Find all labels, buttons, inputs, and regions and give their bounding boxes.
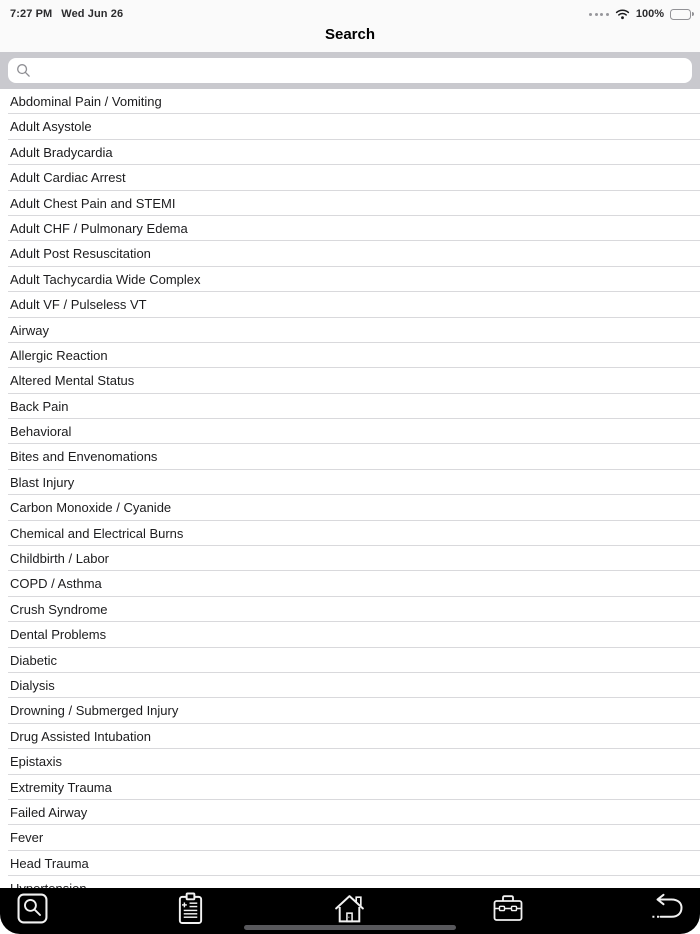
list-item[interactable] bbox=[0, 724, 700, 749]
list-item[interactable] bbox=[0, 673, 700, 698]
list-item[interactable] bbox=[0, 343, 700, 368]
list-item[interactable] bbox=[0, 165, 700, 190]
list-item-label: Allergic Reaction bbox=[10, 347, 108, 363]
list-item[interactable] bbox=[0, 368, 700, 393]
list-item[interactable] bbox=[0, 622, 700, 647]
list-item-label: Diabetic bbox=[10, 652, 57, 668]
home-icon bbox=[333, 893, 366, 924]
list-item-label: Blast Injury bbox=[10, 474, 75, 490]
list-item[interactable] bbox=[0, 241, 700, 266]
list-item[interactable] bbox=[0, 825, 700, 850]
list-item[interactable] bbox=[0, 191, 700, 216]
list-item[interactable] bbox=[0, 597, 700, 622]
list-item[interactable] bbox=[0, 216, 700, 241]
list-item[interactable] bbox=[0, 267, 700, 292]
list-item-label: Adult Tachycardia Wide Complex bbox=[10, 271, 201, 287]
search-tab-button[interactable] bbox=[14, 890, 50, 926]
toolbox-tab-button[interactable] bbox=[490, 890, 526, 926]
list-item-label: Head Trauma bbox=[10, 855, 89, 871]
list-item-label: Dental Problems bbox=[10, 627, 107, 643]
back-tab-button[interactable] bbox=[649, 890, 685, 926]
toolbar-icons bbox=[14, 890, 685, 926]
cellular-signal-icon bbox=[589, 13, 609, 16]
list-item-label: Extremity Trauma bbox=[10, 779, 112, 795]
list-item-label: Airway bbox=[10, 322, 50, 338]
back-icon bbox=[649, 893, 685, 923]
list-item[interactable] bbox=[0, 292, 700, 317]
list-item[interactable] bbox=[0, 495, 700, 520]
home-indicator-bar[interactable] bbox=[244, 925, 456, 930]
list-item-label: Crush Syndrome bbox=[10, 601, 108, 617]
list-item-label: Abdominal Pain / Vomiting bbox=[10, 94, 162, 109]
protocol-list bbox=[0, 89, 700, 888]
list-item-label: Childbirth / Labor bbox=[10, 551, 109, 567]
list-item[interactable] bbox=[0, 800, 700, 825]
list-item[interactable] bbox=[0, 444, 700, 469]
list-item[interactable] bbox=[0, 318, 700, 343]
list-item[interactable] bbox=[0, 521, 700, 546]
list-item[interactable] bbox=[0, 775, 700, 800]
list-item-label: Failed Airway bbox=[10, 804, 88, 820]
status-indicators bbox=[589, 8, 691, 20]
list-item-label: Bites and Envenomations bbox=[10, 449, 158, 465]
status-time: 7:27 PM bbox=[10, 8, 53, 20]
list-item[interactable] bbox=[0, 648, 700, 673]
list-item-label: Behavioral bbox=[10, 424, 72, 440]
page-title: Search bbox=[324, 26, 376, 43]
list-item-label: Epistaxis bbox=[10, 754, 63, 770]
list-item-label: Adult Asystole bbox=[10, 119, 92, 135]
list-item[interactable] bbox=[0, 89, 700, 114]
list-item-label: Drowning / Submerged Injury bbox=[10, 703, 179, 719]
header bbox=[0, 0, 700, 52]
search-input[interactable] bbox=[8, 58, 692, 83]
list-item-label: Adult Cardiac Arrest bbox=[10, 170, 126, 186]
list-item-label: Carbon Monoxide / Cyanide bbox=[10, 500, 172, 516]
list-item-label: Drug Assisted Intubation bbox=[10, 728, 151, 744]
search-icon bbox=[17, 893, 48, 924]
list-item-label: Adult Chest Pain and STEMI bbox=[10, 195, 176, 211]
list-item[interactable] bbox=[0, 749, 700, 774]
list-item-label: COPD / Asthma bbox=[10, 576, 102, 592]
search-field bbox=[8, 58, 692, 83]
status-bar bbox=[0, 0, 700, 24]
search-bar-container bbox=[0, 52, 700, 89]
list-item-label: Chemical and Electrical Burns bbox=[10, 525, 184, 541]
list-item[interactable] bbox=[0, 470, 700, 495]
status-time-date bbox=[10, 8, 123, 20]
list-item[interactable] bbox=[0, 394, 700, 419]
protocols-tab-button[interactable] bbox=[173, 890, 209, 926]
list-item[interactable] bbox=[0, 546, 700, 571]
list-item-label: Adult CHF / Pulmonary Edema bbox=[10, 220, 188, 236]
list-item-label: Adult Post Resuscitation bbox=[10, 246, 151, 262]
list-item[interactable] bbox=[0, 140, 700, 165]
list-item[interactable] bbox=[0, 114, 700, 139]
list-item[interactable] bbox=[0, 851, 700, 876]
wifi-icon bbox=[615, 8, 630, 20]
list-item-label: Altered Mental Status bbox=[10, 373, 135, 389]
battery-icon bbox=[670, 9, 691, 20]
status-date: Wed Jun 26 bbox=[61, 8, 124, 20]
toolbox-icon bbox=[491, 893, 525, 923]
list-item-label: Back Pain bbox=[10, 398, 69, 414]
list-item[interactable] bbox=[0, 698, 700, 723]
list-item-label: Adult VF / Pulseless VT bbox=[10, 297, 147, 313]
battery-percent-label: 100% bbox=[635, 8, 664, 20]
home-tab-button[interactable] bbox=[332, 890, 368, 926]
list-item-label: Fever bbox=[10, 830, 44, 846]
bottom-toolbar bbox=[0, 888, 700, 934]
list-item[interactable] bbox=[0, 419, 700, 444]
list-item[interactable] bbox=[0, 571, 700, 596]
clipboard-protocols-icon bbox=[176, 892, 205, 925]
list-item-label: Adult Bradycardia bbox=[10, 144, 113, 160]
list-item-label: Dialysis bbox=[10, 677, 55, 693]
